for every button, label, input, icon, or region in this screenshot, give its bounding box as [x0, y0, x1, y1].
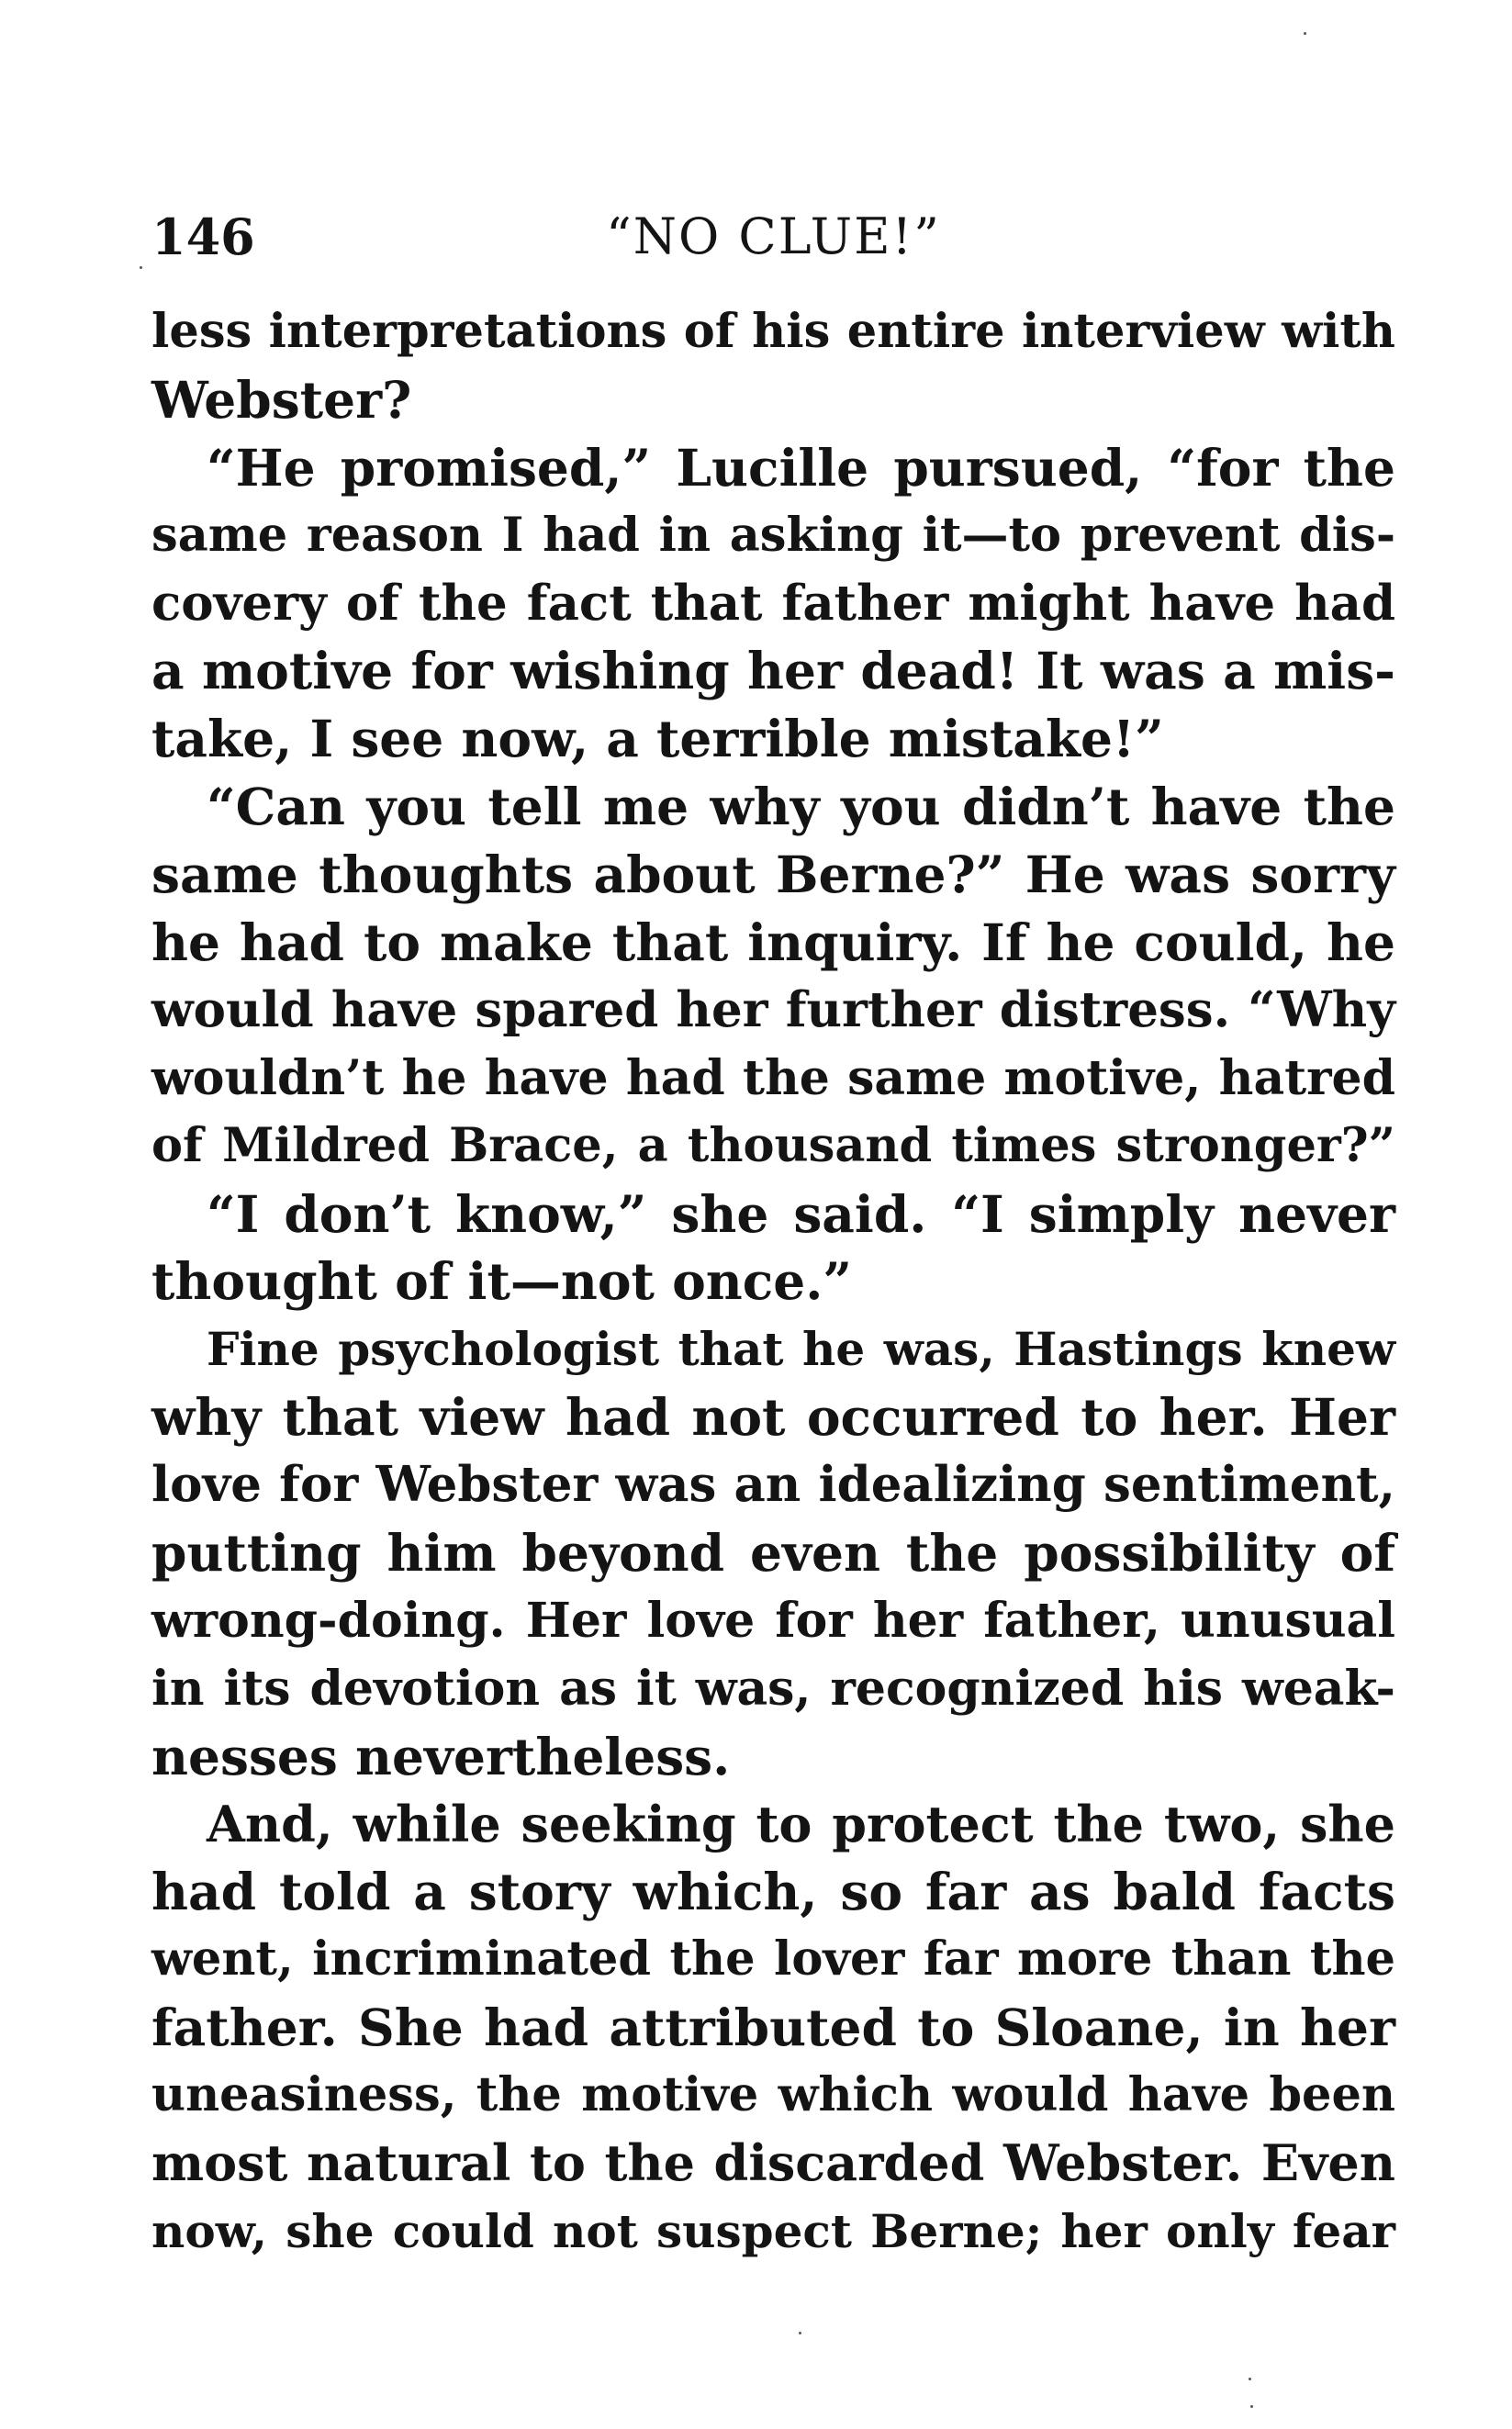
text-line: most natural to the discarded Webster. Even: [151, 2133, 1395, 2193]
text-line: “He promised,” Lucille pursued, “for the: [207, 437, 1395, 498]
text-line: a motive for wishing her dead! It was a mis-: [151, 641, 1395, 701]
text-line: wrong-doing. Her love for her father, unusual: [151, 1592, 1395, 1649]
text-line: covery of the fact that father might have had: [151, 574, 1395, 632]
text-line: wouldn’t he have had the same motive, hatred: [151, 1049, 1395, 1106]
text-line: putting him beyond even the possibility of: [151, 1523, 1395, 1584]
text-line: nesses nevertheless.: [151, 1726, 731, 1786]
text-line: same thoughts about Berne?” He was sorry: [151, 845, 1395, 905]
scan-speck: [1304, 32, 1306, 35]
text-line: Webster?: [151, 369, 412, 430]
scan-speck: [1249, 2378, 1251, 2380]
text-line: And, while seeking to protect the two, she: [207, 1794, 1395, 1853]
scan-speck: [140, 266, 142, 269]
page-header: [151, 200, 1395, 274]
text-line: love for Webster was an idealizing sentiment,: [151, 1456, 1395, 1514]
body-text: [151, 298, 1395, 2266]
scan-speck: [1250, 2405, 1253, 2408]
text-line: would have spared her further distress. “Why: [151, 980, 1395, 1038]
page-number: 146: [151, 207, 255, 266]
text-line: thought of it—not once.”: [151, 1251, 853, 1312]
text-line: in its devotion as it was, recognized his weak-: [151, 1660, 1395, 1717]
text-line: less interpretations of his entire interview with: [151, 304, 1395, 359]
text-line: take, I see now, a terrible mistake!”: [151, 709, 1164, 769]
text-line: uneasiness, the motive which would have been: [151, 2067, 1395, 2123]
scan-speck: [799, 2332, 801, 2334]
text-line: of Mildred Brace, a thousand times stronger?”: [151, 1117, 1395, 1173]
text-line: same reason I had in asking it—to prevent dis-: [151, 507, 1395, 563]
text-line: he had to make that inquiry. If he could, he: [151, 912, 1395, 973]
text-line: now, she could not suspect Berne; her only fear: [151, 2203, 1395, 2258]
text-line: “I don’t know,” she said. “I simply never: [207, 1183, 1395, 1244]
running-title: “NO CLUE!”: [606, 207, 941, 265]
text-line: father. She had attributed to Sloane, in her: [151, 1998, 1395, 2058]
text-line: had told a story which, so far as bald facts: [151, 1862, 1395, 1922]
text-line: went, incriminated the lover far more than the: [151, 1931, 1395, 1987]
text-line: Fine psychologist that he was, Hastings knew: [207, 1322, 1395, 1377]
text-line: why that view had not occurred to her. Her: [151, 1387, 1395, 1448]
text-line: “Can you tell me why you didn’t have the: [207, 777, 1395, 837]
